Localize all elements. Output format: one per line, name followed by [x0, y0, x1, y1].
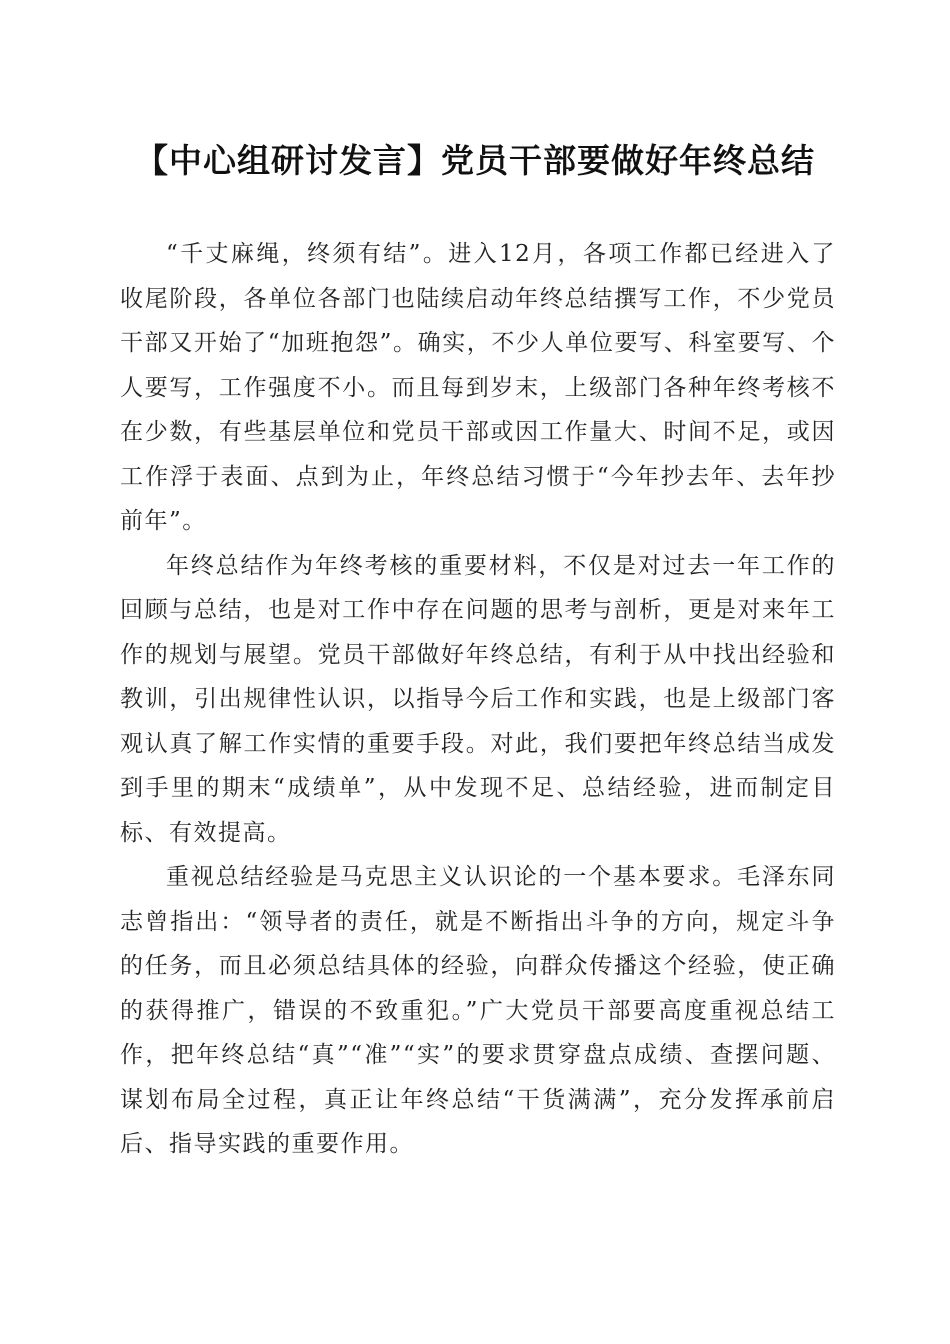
- document-body: [120, 232, 836, 1167]
- paragraph-1: “千丈麻绳，终须有结”。进入12月，各项工作都已经进入了收尾阶段，各单位各部门也陆续启动年终总结撰写工作，不少党员干部又开始了“加班抱怨”。确实，不少人单位要写、科室要写、个人要写，工作强度不小。而且每到岁末，上级部门各种年终考核不在少数，有些基层单位和党员干部或因工作量大、时间不足，或因工作浮于表面、点到为止，年终总结习惯于“今年抄去年、去年抄前年”。: [120, 241, 836, 534]
- paragraph-2: 年终总结作为年终考核的重要材料，不仅是对过去一年工作的回顾与总结，也是对工作中存在问题的思考与剖析，更是对来年工作的规划与展望。党员干部做好年终总结，有利于从中找出经验和教训，引出规律性认识，以指导今后工作和实践，也是上级部门客观认真了解工作实情的重要手段。对此，我们要把年终总结当成发到手里的期末“成绩单”，从中发现不足、总结经验，进而制定目标、有效提高。: [120, 552, 836, 846]
- paragraph-3: 重视总结经验是马克思主义认识论的一个基本要求。毛泽东同志曾指出：“领导者的责任，就是不断指出斗争的方向，规定斗争的任务，而且必须总结具体的经验，向群众传播这个经验，使正确的获得推广，错误的不致重犯。”广大党员干部要高度重视总结工作，把年终总结“真”“准”“实”的要求贯穿盘点成绩、查摆问题、谋划布局全过程，真正让年终总结“干货满满”，充分发挥承前启后、指导实践的重要作用。: [120, 864, 836, 1157]
- document-title: 【中心组研讨发言】党员干部要做好年终总结: [135, 141, 815, 180]
